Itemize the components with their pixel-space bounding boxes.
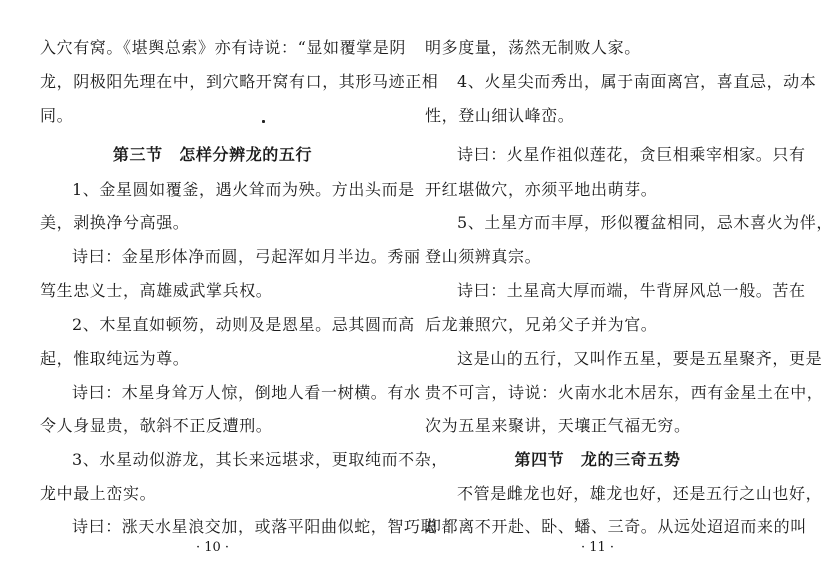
text-line: 这是山的五行，又叫作五星，要是五星聚齐，更是 bbox=[457, 349, 823, 368]
text-line: 同。 bbox=[40, 106, 74, 125]
text-line: 贵不可言，诗说：火南水北木居东，西有金星土在中， bbox=[425, 383, 824, 402]
text-line: 龙，阴极阳先理在中，到穴略开窝有口，其形马迹正相 bbox=[40, 72, 439, 91]
text-line: 令人身显贵，欹斜不正反遭刑。 bbox=[40, 416, 273, 435]
section-heading: 第四节 龙的三奇五势 bbox=[514, 450, 681, 469]
text-line: 美，剥换净兮高强。 bbox=[40, 213, 190, 232]
ink-speck bbox=[262, 120, 265, 123]
text-line: 诗曰：火星作祖似莲花，贪巨相乘宰相家。只有 bbox=[457, 145, 806, 164]
text-line: 诗曰：金星形体净而圆，弓起浑如月半边。秀丽 bbox=[72, 247, 421, 266]
section-heading: 第三节 怎样分辨龙的五行 bbox=[112, 145, 313, 164]
text-line: 却都离不开赴、卧、蟠、三奇。从远处迢迢而来的叫 bbox=[425, 517, 807, 536]
text-line: 5、土星方而丰厚，形似覆盆相同，忌木喜火为伴， bbox=[457, 213, 833, 232]
text-line: 次为五星来聚讲，天壤正气福无穷。 bbox=[425, 416, 691, 435]
text-line: 诗曰：土星高大厚而端，牛背屏风总一般。苦在 bbox=[457, 281, 806, 300]
text-line: 登山须辨真宗。 bbox=[425, 247, 542, 266]
text-line: 诗曰：木星身耸万人惊，倒地人看一树横。有水 bbox=[72, 383, 421, 402]
text-line: 开红堪做穴，亦须平地出萌芽。 bbox=[425, 180, 658, 199]
text-line: 性，登山细认峰峦。 bbox=[425, 106, 575, 125]
text-line: 诗曰：涨天水星浪交加，或落平阳曲似蛇，智巧聪 bbox=[72, 517, 438, 536]
page-number: · 10 · bbox=[195, 540, 230, 555]
text-line: 起，惟取纯远为尊。 bbox=[40, 349, 190, 368]
text-line: 笃生忠义士，高雄威武掌兵权。 bbox=[40, 281, 273, 300]
text-line: 不管是雌龙也好，雄龙也好，还是五行之山也好， bbox=[457, 484, 823, 503]
right-page bbox=[425, 0, 833, 568]
text-line: 后龙兼照穴，兄弟父子并为官。 bbox=[425, 315, 658, 334]
text-line: 4、火星尖而秀出，属于南面离宫，喜直忌，动本 bbox=[457, 72, 817, 91]
page-number: · 11 · bbox=[580, 540, 615, 555]
text-line: 龙中最上峦实。 bbox=[40, 484, 157, 503]
text-line: 2、木星直如顿笏，动则及是恩星。忌其圆而高 bbox=[72, 315, 415, 334]
text-line: 1、金星圆如覆釜，遇火耸而为殃。方出头而是 bbox=[72, 180, 415, 199]
text-line: 明多度量，荡然无制败人家。 bbox=[425, 38, 641, 57]
text-line: 3、水星动似游龙，其长来远堪求，更取纯而不杂， bbox=[72, 450, 448, 469]
text-line: 入穴有窝。《堪舆总索》亦有诗说：“显如覆掌是阴 bbox=[40, 38, 406, 57]
left-page bbox=[40, 0, 448, 568]
